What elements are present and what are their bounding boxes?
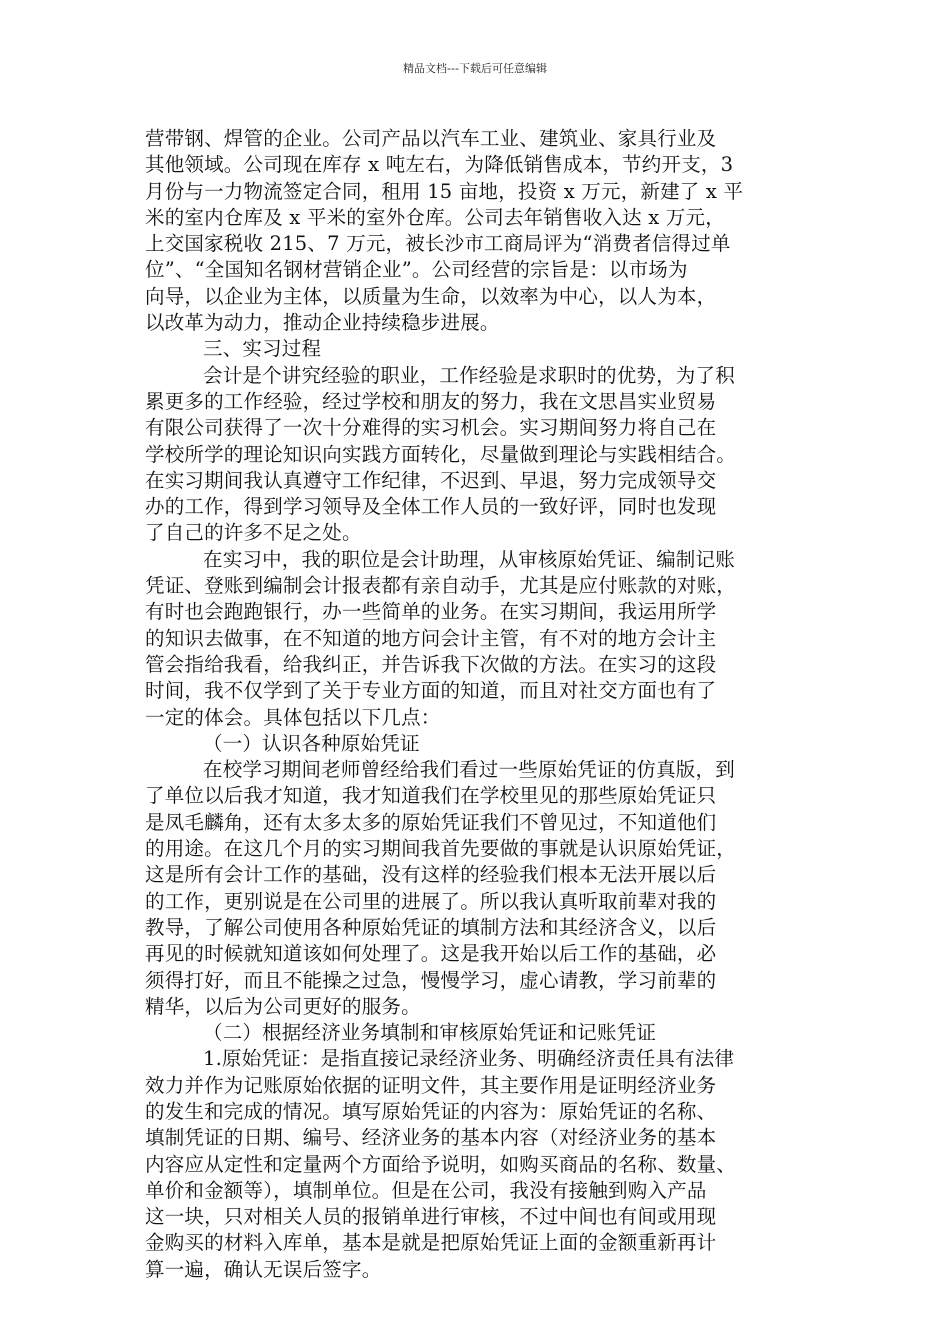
body-text-line: 在实习期间我认真遵守工作纪律，不迟到、早退，努力完成领导交 bbox=[145, 468, 717, 492]
body-text-line: 累更多的工作经验，经过学校和朋友的努力，我在文思昌实业贸易 bbox=[145, 389, 717, 413]
body-text-line: 是凤毛麟角，还有太多太多的原始凭证我们不曾见过，不知道他们 bbox=[145, 810, 717, 834]
body-text-line: 其他领域。公司现在库存 x 吨左右，为降低销售成本，节约开支，3 bbox=[145, 153, 734, 177]
body-text-line: 的工作，更别说是在公司里的进展了。所以我认真听取前辈对我的 bbox=[145, 889, 717, 913]
body-text-line: 内容应从定性和定量两个方面给予说明，如购买商品的名称、数量、 bbox=[145, 1152, 737, 1176]
body-text-line: 的发生和完成的情况。填写原始凭证的内容为：原始凭证的名称、 bbox=[145, 1099, 717, 1123]
body-text-line: 算一遍，确认无误后签字。 bbox=[145, 1257, 382, 1281]
body-text-line: 以改革为动力，推动企业持续稳步进展。 bbox=[145, 311, 500, 335]
body-text-line: 学校所学的理论知识向实践方面转化，尽量做到理论与实践相结合。 bbox=[145, 442, 737, 466]
body-text-line: 单价和金额等），填制单位。但是在公司，我没有接触到购入产品 bbox=[145, 1178, 707, 1202]
body-text-line: 位”、“全国知名钢材营销企业”。公司经营的宗旨是：以市场为 bbox=[145, 258, 688, 282]
body-text-line: 教导，了解公司使用各种原始凭证的填制方法和其经济含义，以后 bbox=[145, 915, 717, 939]
body-text-line: 了单位以后我才知道，我才知道我们在学校里见的那些原始凭证只 bbox=[145, 784, 717, 808]
body-text-line: （一）认识各种原始凭证 bbox=[203, 731, 420, 755]
document-body bbox=[145, 126, 813, 1283]
body-text-line: 管会指给我看，给我纠正，并告诉我下次做的方法。在实习的这段 bbox=[145, 652, 717, 676]
body-text-line: 金购买的材料入库单，基本是就是把原始凭证上面的金额重新再计 bbox=[145, 1231, 717, 1255]
body-text-line: 凭证、登账到编制会计报表都有亲自动手，尤其是应付账款的对账， bbox=[145, 574, 737, 598]
body-text-line: 有时也会跑跑银行，办一些简单的业务。在实习期间，我运用所学 bbox=[145, 600, 717, 624]
body-text-line: 在实习中，我的职位是会计助理，从审核原始凭证、编制记账 bbox=[203, 547, 735, 571]
body-text-line: 三、实习过程 bbox=[203, 337, 322, 361]
body-text-line: 米的室内仓库及 x 平米的室外仓库。公司去年销售收入达 x 万元， bbox=[145, 205, 725, 229]
body-text-line: 这一块，只对相关人员的报销单进行审核，不过中间也有间或用现 bbox=[145, 1205, 717, 1229]
body-text-line: 这是所有会计工作的基础，没有这样的经验我们根本无法开展以后 bbox=[145, 863, 717, 887]
body-text-line: 一定的体会。具体包括以下几点： bbox=[145, 705, 441, 729]
body-text-line: 时间，我不仅学到了关于专业方面的知道，而且对社交方面也有了 bbox=[145, 679, 717, 703]
body-text-line: 会计是个讲究经验的职业，工作经验是求职时的优势，为了积 bbox=[203, 363, 735, 387]
body-text-line: 向导，以企业为主体，以质量为生命，以效率为中心，以人为本， bbox=[145, 284, 717, 308]
body-text-line: 1.原始凭证：是指直接记录经济业务、明确经济责任具有法律 bbox=[203, 1047, 735, 1071]
body-text-line: 的用途。在这几个月的实习期间我首先要做的事就是认识原始凭证， bbox=[145, 837, 737, 861]
body-text-line: 须得打好，而且不能操之过急，慢慢学习，虚心请教，学习前辈的 bbox=[145, 968, 717, 992]
body-text-line: 效力并作为记账原始依据的证明文件，其主要作用是证明经济业务 bbox=[145, 1073, 717, 1097]
page-header: 精品文档---下载后可任意编辑 bbox=[403, 62, 547, 75]
body-text-line: （二）根据经济业务填制和审核原始凭证和记账凭证 bbox=[203, 1021, 657, 1045]
body-text-line: 填制凭证的日期、编号、经济业务的基本内容（对经济业务的基本 bbox=[145, 1126, 717, 1150]
body-text-line: 在校学习期间老师曾经给我们看过一些原始凭证的仿真版，到 bbox=[203, 758, 735, 782]
body-text-line: 的知识去做事，在不知道的地方问会计主管，有不对的地方会计主 bbox=[145, 626, 717, 650]
body-text-line: 上交国家税收 215、7 万元，被长沙市工商局评为“消费者信得过单 bbox=[145, 232, 731, 256]
body-text-line: 有限公司获得了一次十分难得的实习机会。实习期间努力将自己在 bbox=[145, 416, 717, 440]
body-text-line: 再见的时候就知道该如何处理了。这是我开始以后工作的基础，必 bbox=[145, 942, 717, 966]
body-text-line: 精华，以后为公司更好的服务。 bbox=[145, 994, 421, 1018]
body-text-line: 月份与一力物流签定合同，租用 15 亩地，投资 x 万元，新建了 x 平 bbox=[145, 179, 744, 203]
body-text-line: 了自己的许多不足之处。 bbox=[145, 521, 362, 545]
body-text-line: 营带钢、焊管的企业。公司产品以汽车工业、建筑业、家具行业及 bbox=[145, 127, 717, 150]
body-text-line: 办的工作，得到学习领导及全体工作人员的一致好评，同时也发现 bbox=[145, 495, 717, 519]
